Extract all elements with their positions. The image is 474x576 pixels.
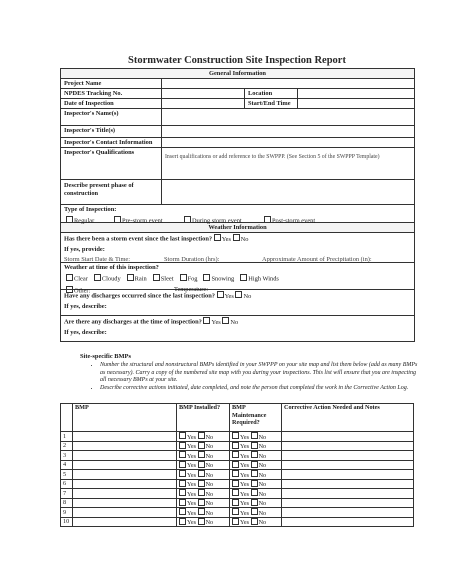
option-label: No — [258, 452, 267, 460]
date-field[interactable] — [161, 99, 244, 108]
bmp-name-cell[interactable] — [73, 498, 177, 508]
installed-yes-option[interactable] — [179, 481, 196, 488]
checkbox-icon — [127, 274, 134, 281]
maintenance-no-option[interactable] — [251, 481, 267, 488]
option-label: Sleet — [160, 275, 174, 283]
corrective-notes-cell[interactable] — [282, 479, 414, 489]
sleet-option[interactable] — [153, 274, 174, 284]
checkbox-icon — [251, 499, 258, 506]
checkbox-icon — [179, 480, 186, 487]
option-label: Yes — [187, 452, 197, 460]
option-label: Other: — [74, 287, 91, 294]
maintenance-no-option[interactable] — [251, 510, 267, 517]
table-row — [61, 441, 414, 451]
table-row — [61, 498, 414, 508]
checkbox-icon — [66, 274, 73, 281]
question-text: Have any discharges occurred since the last inspection? — [64, 292, 215, 300]
option-label: Yes — [221, 235, 232, 243]
maintenance-cell — [230, 517, 282, 527]
col-maintenance: BMP Maintenance Required? — [230, 404, 282, 432]
discharge-since-row — [61, 289, 414, 315]
installed-yes-option[interactable] — [179, 434, 196, 441]
checkbox-icon — [198, 499, 205, 506]
option-label: No — [258, 462, 267, 469]
qualifications-note: Insert qualifications or add reference to the SWPPP. (See Section 5 of the SWPPP Template) — [161, 148, 414, 179]
checkbox-icon — [240, 274, 247, 281]
maintenance-no-option[interactable] — [251, 462, 267, 469]
weather-now-label: Weather at time of this inspection? — [64, 264, 159, 271]
installed-no-option[interactable] — [198, 453, 214, 460]
npdes-row — [61, 88, 414, 98]
corrective-notes-cell[interactable] — [282, 470, 414, 480]
bmp-table-header — [61, 404, 414, 432]
bmp-name-cell[interactable] — [73, 441, 177, 451]
option-label: Yes — [240, 452, 250, 460]
phase-label: Describe present phase of construction — [64, 182, 134, 197]
maintenance-no-option[interactable] — [251, 491, 267, 498]
installed-cell — [177, 498, 230, 508]
option-label: Regular — [74, 217, 95, 225]
bmp-instruction-item: • Number the structural and nonstructural BMPs identified in your SWPPP on your site map and list them below (add as many BMPs as necessary). Carry a copy of the numbered site map with you during your inspections. This list will ensure that you are inspecting all necessary BMPs at your site. — [100, 362, 418, 385]
section-label: Weather Information — [208, 224, 267, 231]
project-name-row — [61, 78, 414, 88]
checkbox-icon — [198, 489, 205, 496]
installed-cell — [177, 470, 230, 480]
corrective-notes-cell[interactable] — [282, 508, 414, 518]
bmp-table — [60, 403, 414, 527]
option-label: No — [258, 433, 267, 441]
qualifications-label: Inspector's Qualifications — [64, 149, 135, 156]
checkbox-icon — [232, 518, 239, 525]
installed-cell — [177, 460, 230, 470]
inspector-name-field[interactable] — [161, 109, 414, 125]
storm-question-text: Has there been a storm event since the last inspection? — [64, 235, 213, 243]
checkbox-icon — [153, 274, 160, 281]
row-number: 9 — [61, 508, 73, 518]
checkbox-icon — [114, 216, 121, 223]
option-label: Yes — [187, 481, 197, 488]
describe-label: If yes, describe: — [64, 302, 107, 310]
installed-no-option[interactable] — [198, 500, 214, 507]
maintenance-no-option[interactable] — [251, 443, 267, 450]
option-label: Yes — [240, 471, 250, 479]
option-label: No — [230, 318, 239, 326]
qualifications-row — [61, 147, 414, 179]
checkbox-icon — [179, 470, 186, 477]
bmp-name-cell[interactable] — [73, 460, 177, 470]
type-regular-option[interactable] — [66, 216, 114, 226]
inspector-name-row — [61, 108, 414, 125]
phase-field[interactable] — [161, 180, 414, 204]
maintenance-cell — [230, 479, 282, 489]
option-label: No — [205, 443, 214, 450]
maintenance-cell — [230, 508, 282, 518]
storm-no-option[interactable] — [233, 236, 249, 243]
checkbox-icon — [179, 518, 186, 525]
checkbox-icon — [251, 432, 258, 439]
checkbox-icon — [198, 518, 205, 525]
corrective-notes-cell[interactable] — [282, 451, 414, 461]
maintenance-yes-option[interactable] — [232, 519, 249, 526]
start-end-label: Start/End Time — [244, 99, 297, 108]
option-label: Snowing — [211, 275, 235, 283]
option-label: No — [258, 509, 267, 517]
rain-option[interactable] — [127, 274, 147, 284]
maintenance-no-option[interactable] — [251, 434, 267, 441]
option-label: Yes — [187, 443, 197, 450]
discharge-now-row — [61, 315, 414, 341]
col-bmp: BMP — [73, 404, 177, 432]
installed-cell — [177, 479, 230, 489]
fog-option[interactable] — [180, 274, 198, 284]
temperature-label: Temperature: — [174, 285, 208, 293]
maintenance-cell — [230, 498, 282, 508]
checkbox-icon — [198, 508, 205, 515]
option-label: Yes — [187, 433, 197, 441]
option-label: No — [258, 500, 267, 507]
checkbox-icon — [179, 451, 186, 458]
option-label: Yes — [240, 443, 250, 450]
option-label: No — [258, 443, 267, 450]
installed-no-option[interactable] — [198, 472, 214, 479]
bmp-name-cell[interactable] — [73, 508, 177, 518]
bmp-instruction-item: • Describe corrective actions initiated, date completed, and note the person that completed the work in the Corrective Action Log. — [100, 385, 418, 393]
col-installed: BMP Installed? — [177, 404, 230, 432]
option-label: Yes — [187, 509, 197, 517]
option-label: No — [205, 471, 214, 479]
row-number: 7 — [61, 489, 73, 499]
option-label: No — [205, 490, 214, 498]
installed-no-option[interactable] — [198, 434, 214, 441]
maintenance-no-option[interactable] — [251, 472, 267, 479]
contact-label: Inspector's Contact Information — [64, 139, 153, 146]
provide-label: If yes, provide: — [64, 245, 105, 253]
installed-yes-option[interactable] — [179, 491, 196, 498]
row-number: 3 — [61, 451, 73, 461]
maintenance-cell — [230, 441, 282, 451]
inspection-type-label: Type of Inspection: — [64, 206, 117, 213]
project-name-label: Project Name — [64, 80, 102, 87]
installed-cell — [177, 489, 230, 499]
checkbox-icon — [179, 508, 186, 515]
col-corrective: Corrective Action Needed and Notes — [282, 404, 414, 432]
precipitation-label: Approximate Amount of Precipitation (in): — [262, 255, 372, 263]
bmp-name-cell[interactable] — [73, 432, 177, 442]
maintenance-yes-option[interactable] — [232, 500, 249, 507]
installed-yes-option[interactable] — [179, 500, 196, 507]
maintenance-yes-option[interactable] — [232, 491, 249, 498]
option-label: No — [258, 490, 267, 498]
checkbox-icon — [232, 432, 239, 439]
checkbox-icon — [184, 216, 191, 223]
row-number: 2 — [61, 441, 73, 451]
question-text: Are there any discharges at the time of inspection? — [64, 318, 202, 326]
col-number — [61, 404, 73, 432]
table-row — [61, 451, 414, 461]
checkbox-icon — [251, 518, 258, 525]
installed-yes-option[interactable] — [179, 472, 196, 479]
option-label: No — [205, 462, 214, 469]
corrective-notes-cell[interactable] — [282, 489, 414, 499]
start-end-field[interactable] — [297, 99, 414, 108]
checkbox-icon — [251, 451, 258, 458]
checkbox-icon — [251, 489, 258, 496]
option-label: No — [205, 500, 214, 507]
installed-no-option[interactable] — [198, 443, 214, 450]
weather-conditions — [61, 273, 414, 285]
discharge-now-no-option[interactable] — [222, 319, 238, 326]
installed-no-option[interactable] — [198, 519, 214, 526]
checkbox-icon — [235, 291, 242, 298]
option-label: Rain — [134, 275, 147, 283]
option-label: Cloudy — [101, 275, 121, 283]
inspector-title-row — [61, 125, 414, 137]
checkbox-icon — [198, 432, 205, 439]
option-label: No — [205, 509, 214, 517]
general-info-table — [60, 68, 415, 342]
option-label: Post-storm event — [272, 217, 316, 225]
discharge-now-yes-option[interactable] — [203, 319, 220, 326]
checkbox-icon — [251, 461, 258, 468]
option-label: Yes — [224, 292, 234, 300]
bmp-table-body — [61, 432, 414, 527]
corrective-notes-cell[interactable] — [282, 498, 414, 508]
discharge-since-yes-option[interactable] — [217, 293, 234, 300]
inspector-title-label: Inspector's Title(s) — [64, 127, 116, 134]
checkbox-icon — [198, 480, 205, 487]
section-label: General Information — [209, 70, 266, 77]
inspection-type-row — [61, 204, 414, 225]
checkbox-icon — [264, 216, 271, 223]
maintenance-cell — [230, 432, 282, 442]
checkbox-icon — [198, 470, 205, 477]
option-label: No — [205, 433, 214, 441]
corrective-notes-cell[interactable] — [282, 517, 414, 527]
checkbox-icon — [66, 216, 73, 223]
checkbox-icon — [233, 234, 240, 241]
checkbox-icon — [94, 274, 101, 281]
option-label: No — [258, 519, 267, 526]
option-label: Pre-storm event — [122, 217, 163, 225]
maintenance-yes-option[interactable] — [232, 472, 249, 479]
npdes-field[interactable] — [161, 89, 244, 98]
bmp-heading: Site-specific BMPs — [80, 353, 131, 360]
maintenance-no-option[interactable] — [251, 453, 267, 460]
storm-yes-option[interactable] — [214, 236, 231, 243]
row-number: 6 — [61, 479, 73, 489]
type-poststorm-option[interactable] — [264, 216, 315, 226]
maintenance-yes-option[interactable] — [232, 453, 249, 460]
option-label: Yes — [240, 500, 250, 507]
checkbox-icon — [251, 508, 258, 515]
checkbox-icon — [251, 480, 258, 487]
option-label: Clear — [74, 275, 88, 283]
option-label: Yes — [187, 471, 197, 479]
checkbox-icon — [232, 499, 239, 506]
checkbox-icon — [232, 442, 239, 449]
installed-yes-option[interactable] — [179, 462, 196, 469]
installed-yes-option[interactable] — [179, 510, 196, 517]
installed-no-option[interactable] — [198, 510, 214, 517]
option-label: Yes — [187, 500, 197, 507]
row-number: 5 — [61, 470, 73, 480]
checkbox-icon — [232, 480, 239, 487]
checkbox-icon — [179, 432, 186, 439]
checkbox-icon — [179, 489, 186, 496]
bmp-name-cell[interactable] — [73, 517, 177, 527]
checkbox-icon — [179, 442, 186, 449]
installed-no-option[interactable] — [198, 462, 214, 469]
option-label: Yes — [240, 481, 250, 488]
option-label: No — [240, 235, 249, 243]
checkbox-icon — [232, 461, 239, 468]
table-row — [61, 517, 414, 527]
option-label: No — [205, 481, 214, 488]
option-label: Fog — [187, 275, 198, 283]
installed-yes-option[interactable] — [179, 453, 196, 460]
row-number: 8 — [61, 498, 73, 508]
checkbox-icon — [198, 442, 205, 449]
weather-now-row — [61, 262, 414, 294]
installed-cell — [177, 517, 230, 527]
table-row — [61, 432, 414, 442]
installed-cell — [177, 508, 230, 518]
checkbox-icon — [251, 470, 258, 477]
maintenance-cell — [230, 489, 282, 499]
maintenance-yes-option[interactable] — [232, 462, 249, 469]
location-field[interactable] — [297, 89, 414, 98]
checkbox-icon — [180, 274, 187, 281]
checkbox-icon — [179, 499, 186, 506]
maintenance-yes-option[interactable] — [232, 443, 249, 450]
checkbox-icon — [198, 461, 205, 468]
row-number: 1 — [61, 432, 73, 442]
checkbox-icon — [217, 291, 224, 298]
inspector-name-label: Inspector's Name(s) — [64, 110, 119, 117]
option-label: Yes — [240, 509, 250, 517]
cloudy-option[interactable] — [94, 274, 121, 284]
checkbox-icon — [214, 234, 221, 241]
installed-cell — [177, 451, 230, 461]
inspector-title-field[interactable] — [161, 126, 414, 137]
checkbox-icon — [232, 451, 239, 458]
storm-question — [61, 233, 414, 245]
date-label: Date of Inspection — [64, 100, 114, 107]
option-label: During storm event — [192, 217, 242, 225]
installed-cell — [177, 432, 230, 442]
corrective-notes-cell[interactable] — [282, 460, 414, 470]
installed-cell — [177, 441, 230, 451]
row-number: 10 — [61, 517, 73, 527]
installed-no-option[interactable] — [198, 481, 214, 488]
maintenance-yes-option[interactable] — [232, 510, 249, 517]
discharge-since-question — [61, 290, 414, 302]
installed-no-option[interactable] — [198, 491, 214, 498]
option-label: Yes — [240, 490, 250, 498]
checkbox-icon — [232, 508, 239, 515]
row-number: 4 — [61, 460, 73, 470]
checkbox-icon — [203, 317, 210, 324]
table-row — [61, 508, 414, 518]
contact-field[interactable] — [161, 138, 414, 147]
bmp-name-cell[interactable] — [73, 451, 177, 461]
option-label: Yes — [240, 433, 250, 441]
option-label: Yes — [240, 462, 250, 469]
option-label: Yes — [240, 519, 250, 526]
clear-option[interactable] — [66, 274, 88, 284]
maintenance-yes-option[interactable] — [232, 481, 249, 488]
installed-yes-option[interactable] — [179, 519, 196, 526]
table-row — [61, 460, 414, 470]
report-title: Stormwater Construction Site Inspection Report — [128, 55, 346, 66]
storm-event-row — [61, 232, 414, 262]
checkbox-icon — [232, 489, 239, 496]
option-label: Yes — [211, 318, 221, 326]
maintenance-yes-option[interactable] — [232, 434, 249, 441]
corrective-notes-cell[interactable] — [282, 432, 414, 442]
checkbox-icon — [232, 470, 239, 477]
project-name-field[interactable] — [161, 79, 414, 88]
option-label: No — [205, 452, 214, 460]
option-label: No — [258, 471, 267, 479]
option-label: No — [258, 481, 267, 488]
bmp-name-cell[interactable] — [73, 489, 177, 499]
maintenance-no-option[interactable] — [251, 519, 267, 526]
storm-start-label: Storm Start Date & Time: — [64, 255, 131, 263]
describe-label: If yes, describe: — [64, 328, 107, 336]
option-label: Yes — [187, 490, 197, 498]
checkbox-icon — [203, 274, 210, 281]
maintenance-no-option[interactable] — [251, 500, 267, 507]
maintenance-cell — [230, 470, 282, 480]
option-label: No — [205, 519, 214, 526]
maintenance-cell — [230, 460, 282, 470]
npdes-label: NPDES Tracking No. — [64, 90, 123, 97]
maintenance-cell — [230, 451, 282, 461]
table-row — [61, 489, 414, 499]
installed-yes-option[interactable] — [179, 443, 196, 450]
checkbox-icon — [251, 442, 258, 449]
table-row — [61, 479, 414, 489]
date-row — [61, 98, 414, 108]
option-label: High Winds — [248, 275, 279, 283]
corrective-notes-cell[interactable] — [282, 441, 414, 451]
general-info-header — [61, 69, 414, 78]
option-label: Yes — [187, 462, 197, 469]
checkbox-icon — [222, 317, 229, 324]
storm-duration-label: Storm Duration (hrs): — [164, 255, 220, 263]
option-label: No — [243, 292, 252, 300]
option-label: Yes — [187, 519, 197, 526]
discharge-since-no-option[interactable] — [235, 293, 251, 300]
checkbox-icon — [179, 461, 186, 468]
type-prestorm-option[interactable] — [114, 216, 184, 226]
table-row — [61, 470, 414, 480]
bmp-name-cell[interactable] — [73, 470, 177, 480]
high-winds-option[interactable] — [240, 274, 279, 284]
phase-row — [61, 179, 414, 204]
bmp-instructions — [90, 362, 418, 392]
checkbox-icon — [198, 451, 205, 458]
bmp-name-cell[interactable] — [73, 479, 177, 489]
discharge-now-question — [61, 316, 414, 328]
contact-row — [61, 137, 414, 147]
snowing-option[interactable] — [203, 274, 234, 284]
location-label: Location — [244, 89, 297, 98]
